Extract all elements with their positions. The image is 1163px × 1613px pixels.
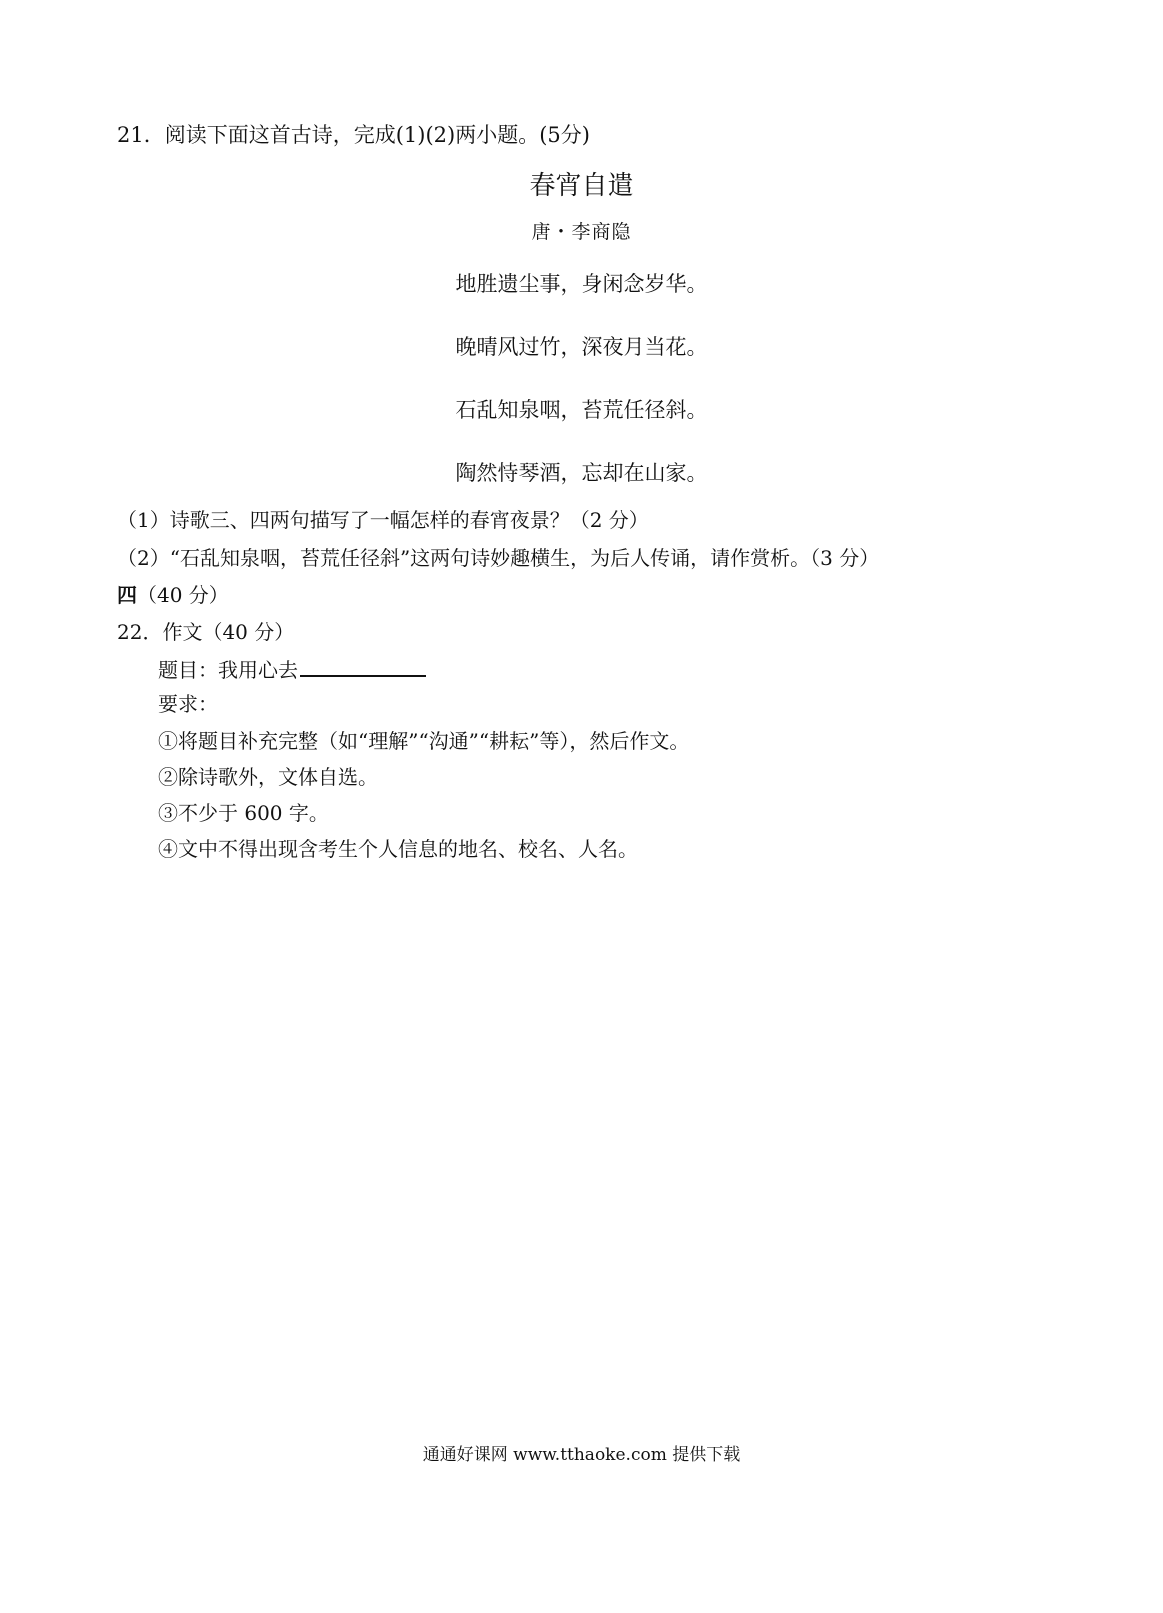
question-22-stem: 22．作文（40 分） xyxy=(117,620,295,644)
poem-line-2: 晚晴风过竹，深夜月当花。 xyxy=(455,335,708,359)
requirement-4: ④文中不得出现含考生个人信息的地名、校名、人名。 xyxy=(158,837,638,861)
requirement-2: ②除诗歌外，文体自选。 xyxy=(158,765,378,789)
requirement-3: ③不少于 600 字。 xyxy=(158,801,329,825)
poem-title: 春宵自遣 xyxy=(529,171,634,201)
question-21-stem: 21．阅读下面这首古诗，完成(1)(2)两小题。(5分) xyxy=(117,123,590,147)
requirement-1: ①将题目补充完整（如“理解”“沟通”“耕耘”等），然后作文。 xyxy=(158,729,690,753)
requirements-label: 要求： xyxy=(158,692,218,716)
poem-line-1: 地胜遗尘事，身闲念岁华。 xyxy=(455,272,708,296)
section-four-score: （40 分） xyxy=(137,583,229,607)
section-four-heading xyxy=(117,580,229,610)
sub-question-2: （2）“石乱知泉咽，苔荒任径斜”这两句诗妙趣横生，为后人传诵，请作赏析。（3 分） xyxy=(117,546,880,570)
essay-topic-label: 题目：我用心去 xyxy=(158,658,298,682)
essay-topic xyxy=(158,653,426,685)
poem-line-4: 陶然恃琴酒，忘却在山家。 xyxy=(455,461,708,485)
poem-author: 唐・李商隐 xyxy=(531,221,632,243)
poem-line-3: 石乱知泉咽，苔荒任径斜。 xyxy=(455,398,708,422)
sub-question-1: （1）诗歌三、四两句描写了一幅怎样的春宵夜景？（2 分） xyxy=(117,508,649,532)
page-footer: 通通好课网 www.tthaoke.com 提供下载 xyxy=(422,1445,741,1465)
section-four-label: 四 xyxy=(117,583,137,607)
essay-topic-blank xyxy=(300,653,426,677)
